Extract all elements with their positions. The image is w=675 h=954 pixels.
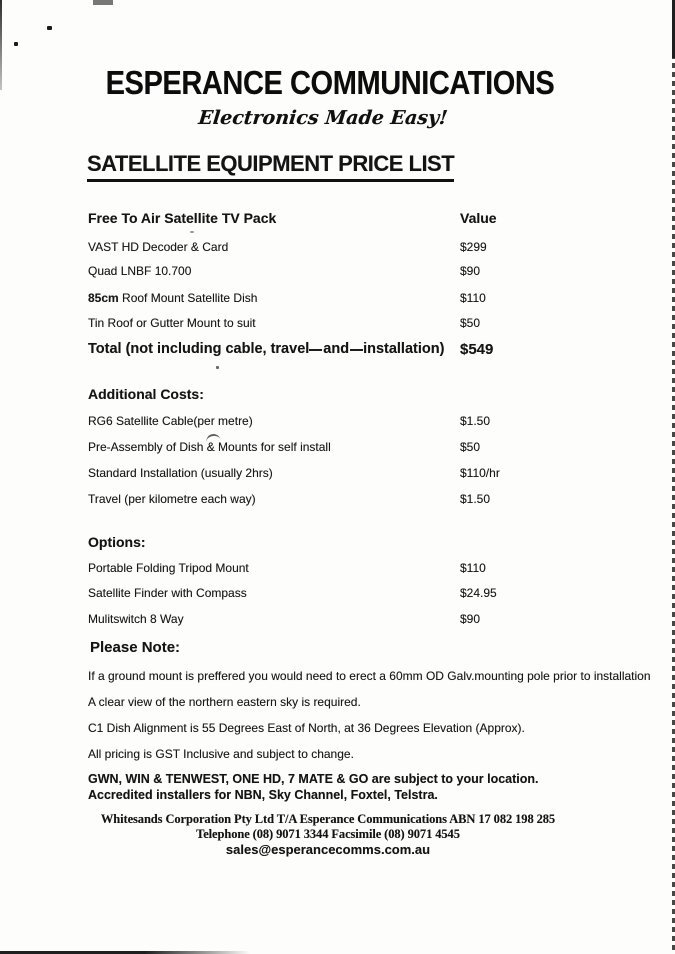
row-value: $50: [460, 316, 481, 330]
row-label: RG6 Satellite Cable(per metre): [88, 414, 253, 428]
row-value: $90: [460, 264, 481, 278]
column-header-value: Value: [460, 210, 497, 226]
row-label: [88, 291, 257, 305]
row-label-rest: Roof Mount Satellite Dish: [118, 291, 258, 305]
brand-title: ESPERANCE COMMUNICATIONS: [105, 64, 555, 101]
row-label: Pre-Assembly of Dish & Mounts for self install: [88, 440, 331, 454]
row-value: $110/hr: [460, 466, 500, 480]
price-table-header: [88, 210, 654, 226]
table-row: [88, 414, 654, 428]
scan-speck: [14, 42, 18, 46]
row-value: $90: [460, 612, 481, 626]
total-label-part: installation): [363, 341, 445, 357]
note-item: A clear view of the northern eastern sky is required.: [88, 695, 361, 709]
scan-speck: [47, 26, 52, 30]
footer-contact: Telephone (08) 9071 3344 Facsimile (08) 9071 4545: [196, 827, 460, 842]
table-row: [88, 264, 654, 278]
availability-line: GWN, WIN & TENWEST, ONE HD, 7 MATE & GO are subject to your location.: [88, 772, 539, 786]
total-row: [88, 341, 654, 358]
footer-company: Whitesands Corporation Pty Ltd T/A Esperance Communications ABN 17 082 198 285: [100, 812, 556, 826]
footer: [0, 812, 656, 858]
total-value: $549: [460, 341, 494, 358]
row-label: Travel (per kilometre each way): [88, 492, 256, 506]
scan-edge-left: [0, 0, 2, 90]
table-row: [88, 561, 654, 575]
row-value: $110: [460, 561, 486, 575]
availability-line: Accredited installers for NBN, Sky Channel, Foxtel, Telstra.: [88, 787, 438, 802]
table-row: [88, 291, 654, 305]
page-title: SATELLITE EQUIPMENT PRICE LIST: [87, 151, 454, 182]
section-heading-options: Options:: [88, 534, 146, 550]
footer-email: sales@esperancecomms.com.au: [225, 842, 431, 858]
section-heading-additional-costs: Additional Costs:: [88, 386, 204, 402]
table-row: [88, 440, 654, 454]
row-label: Quad LNBF 10.700: [88, 264, 192, 278]
row-label: VAST HD Decoder & Card: [88, 240, 229, 254]
column-header-item: Free To Air Satellite TV Pack: [88, 210, 277, 226]
table-row: [88, 612, 654, 626]
note-item: If a ground mount is preffered you would need to erect a 60mm OD Galv.mounting pole prior to installation: [88, 669, 651, 683]
scan-speck: [190, 231, 194, 233]
table-row: [88, 492, 654, 506]
table-row: [88, 466, 654, 480]
row-value: $24.95: [460, 586, 497, 600]
row-label: Portable Folding Tripod Mount: [88, 561, 249, 575]
brand-tagline: Electronics Made Easy!: [197, 107, 449, 129]
row-value: $299: [460, 240, 487, 254]
row-label: Satellite Finder with Compass: [88, 586, 247, 600]
scan-speck: [216, 366, 219, 369]
section-heading-please-note: Please Note:: [90, 639, 181, 656]
row-label: Mulitswitch 8 Way: [88, 612, 184, 626]
table-row: [88, 240, 654, 254]
table-row: [88, 316, 654, 330]
total-label-part: Total (not including cable, travel: [88, 341, 310, 357]
note-item: All pricing is GST Inclusive and subject to change.: [88, 747, 354, 761]
row-label-bold: 85cm: [88, 291, 119, 305]
availability-block: [88, 772, 539, 803]
row-label: Standard Installation (usually 2hrs): [88, 466, 273, 480]
note-item: C1 Dish Alignment is 55 Degrees East of North, at 36 Degrees Elevation (Approx).: [88, 721, 525, 735]
table-row: [88, 586, 654, 600]
row-value: $50: [460, 440, 481, 454]
total-label: [88, 341, 444, 357]
scan-smudge: [93, 0, 113, 5]
row-label: Tin Roof or Gutter Mount to suit: [88, 316, 256, 330]
total-label-part: and: [323, 341, 350, 357]
row-value: $1.50: [460, 492, 491, 506]
row-value: $110: [460, 291, 486, 305]
row-value: $1.50: [460, 414, 491, 428]
